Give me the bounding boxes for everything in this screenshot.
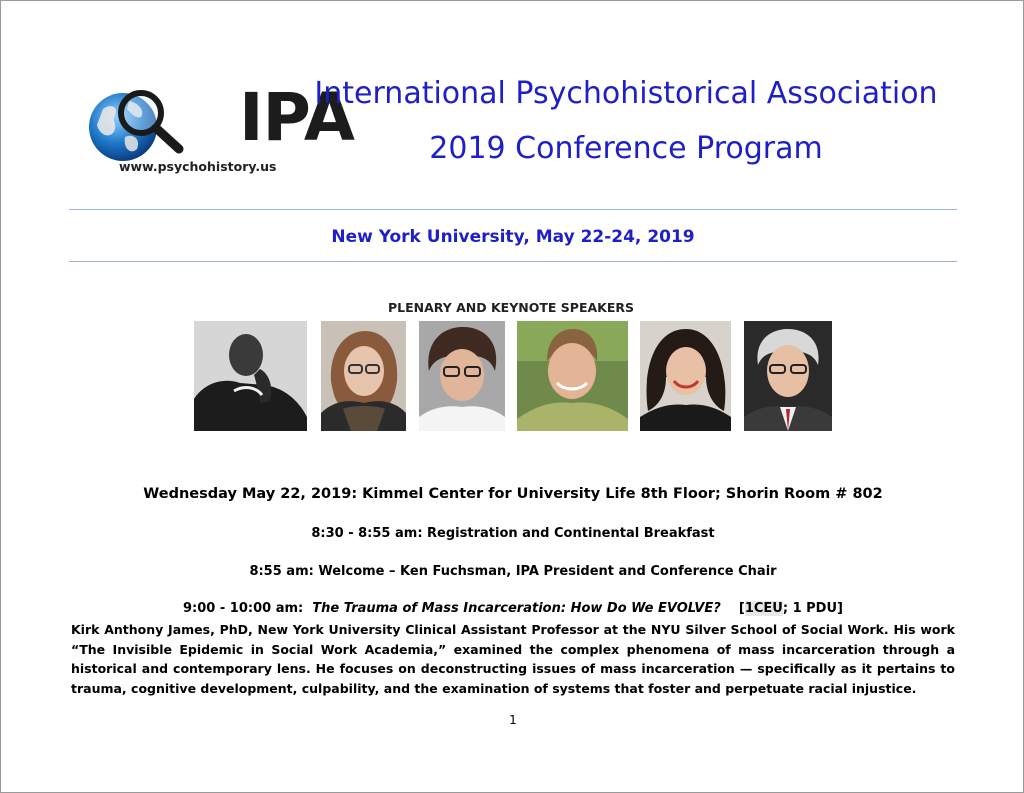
speaker-photo [744, 321, 832, 431]
divider [69, 209, 957, 210]
globe-magnifier-icon [85, 87, 235, 167]
speaker-photo [194, 321, 307, 431]
ipa-logo [85, 79, 354, 175]
conference-title: International Psychohistorical Association [314, 76, 938, 111]
pdu-label: ; 1 PDU] [782, 601, 843, 616]
ceu-label: 1CEU [744, 601, 783, 616]
page-number: 1 [509, 713, 517, 727]
logo-text: IPA [239, 79, 354, 156]
session-heading [69, 601, 957, 616]
session-title: The Trauma of Mass Incarceration: How Do We EVOLVE? [312, 601, 721, 616]
speakers-heading: PLENARY AND KEYNOTE SPEAKERS [387, 300, 635, 315]
day-heading: Wednesday May 22, 2019: Kimmel Center for University Life 8th Floor; Shorin Room # 802 [143, 486, 883, 502]
speaker-photo [640, 321, 731, 431]
program-title: 2019 Conference Program [429, 131, 823, 166]
registration-item: 8:30 - 8:55 am: Registration and Continental Breakfast [311, 526, 715, 541]
logo-url: www.psychohistory.us [119, 159, 277, 174]
speaker-photo [517, 321, 628, 431]
venue-dates: New York University, May 22-24, 2019 [331, 227, 695, 247]
speaker-photo [419, 321, 505, 431]
ceu-bracket: [ [738, 601, 745, 616]
divider [69, 261, 957, 262]
session-description: Kirk Anthony James, PhD, New York University Clinical Assistant Professor at the NYU Silver School of Social Work. His work “The Invisible Epidemic in Social Work Academia,” examined the complex phenomena of mass incarceration through a historical and contemporary lens. He focuses on deconstructing issues of mass incarceration — specifically as it pertains to trauma, cognitive development, culpability, and the examination of systems that foster and perpetuate racial injustice. [71, 622, 955, 696]
speaker-photo [321, 321, 406, 431]
session-time: 9:00 - 10:00 am: [183, 601, 304, 616]
welcome-item: 8:55 am: Welcome – Ken Fuchsman, IPA President and Conference Chair [249, 564, 777, 579]
